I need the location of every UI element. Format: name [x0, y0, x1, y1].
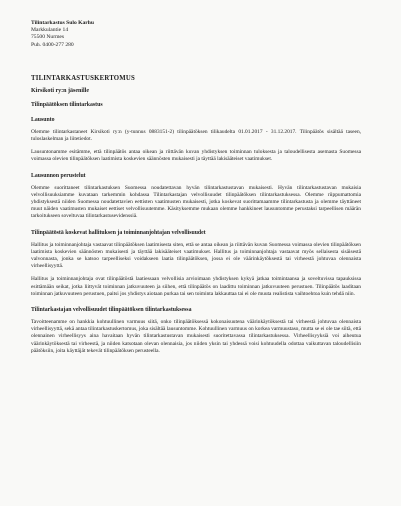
- sender-name: Tilintarkastus Sulo Karhu: [31, 20, 95, 26]
- recipient: Kirsikoti ry:n jäsenille: [31, 87, 89, 94]
- main-section-heading: Tilinpäätöksen tilintarkastus: [31, 101, 103, 108]
- section-heading: Lausunto: [31, 116, 55, 123]
- section-heading: Tilintarkastajan velvollisuudet tilinpäätöksen tilintarkastuksessa: [31, 307, 192, 314]
- document-title: TILINTARKASTUSKERTOMUS: [31, 74, 135, 82]
- paragraph: Tavoitteenamme on hankkia kohtuullinen varmuus siitä, onko tilinpäätöksessä kokonaisuutena väärinkäytöksestä tai virheestä johtuvaa olennaista virheellisyyttä, sekä antaa tilintarkastuskertomus, joka sisältää lausuntomme. Kohtuullinen varmuus on korkea varmuustaso, mutta se ei ole tae siitä, että olennainen virheellisyys aina havaitaan hyvän tilintarkastustavan mukaisesti suoritettavassa tilintarkastuksessa. Virheellisyyksiä voi aiheutua väärinkäytöksestä tai virheestä, ja niiden katsotaan olevan olennaisia, jos niiden yksin tai yhdessä voisi kohtuudella odottaa vaikuttavan taloudellisiin päätöksiin, joita käyttäjät tekevät tilinpäätöksen perusteella.: [31, 319, 361, 354]
- section-heading: Tilinpäätöstä koskevat hallituksen ja toiminnanjohtajan velvollisuudet: [31, 229, 206, 236]
- paragraph: Olemme tilintarkastaneet Kirsikoti ry:n (y-tunnus 0883151-2) tilinpäätöksen tilikaudelta 01.01.2017 - 31.12.2017. Tilinpäätös sisältää taseen, tuloslaskelman ja liitetiedot.: [31, 128, 361, 143]
- sender-address: [31, 20, 361, 49]
- paragraph: Hallitus ja toiminnanjohtaja vastaavat tilinpäätöksen laatimisesta siten, että se antaa oikean ja riittävän kuvan Suomessa voimassa olevien tilinpäätöksen laatimista koskevien säännösten mukaisesti ja täyttää lakisääteiset vaatimukset. Hallitus ja toiminnanjohtaja vastaavat myös sellaisesta sisäisestä valvonnasta, jonka se katsoo tarpeelliseksi voidakseen laatia tilinpäätöksen, jossa ei ole väärinkäytöksestä tai virheestä johtuvaa olennaista virheellisyyttä.: [31, 241, 361, 270]
- paragraph: Lausuntonamme esitämme, että tilinpäätös antaa oikean ja riittävän kuvan yhdistyksen toiminnan tuloksesta ja taloudellisesta asemasta Suomessa voimassa olevien tilinpäätöksen laatimista koskevien säännösten mukaisesti ja täyttää lakisääteiset vaatimukset.: [31, 149, 361, 163]
- section-heading: Lausunnon perustelut: [31, 172, 86, 179]
- paragraph: Olemme suorittaneet tilintarkastuksen Suomessa noudatettavan hyvän tilintarkastustavan mukaisesti. Hyvän tilintarkastustavan mukaisia velvollisuuksiamme kuvataan tarkemmin kohdassa Tilintarkastajan velvollisuudet tilinpäätöksen tilintarkastuksessa. Olemme riippumattomia yhdistyksestä niiden Suomessa noudatettavien eettisten vaatimusten mukaisesti, jotka koskevat suorittamaamme tilintarkastusta ja olemme täyttäneet muut näiden vaatimusten mukaiset eettiset velvollisuutemme. Käsityksemme mukaan olemme hankkineet lausuntomme perustaksi tarpeellisen määrän tarkoitukseen soveltuvaa tilintarkastusevidenssiä.: [31, 184, 361, 220]
- paragraph: Hallitus ja toiminnanjohtaja ovat tilinpäätöstä laatiessaan velvollisia arvioimaan yhdistyksen kykyä jatkaa toimintaansa ja soveltuvissa tapauksissa esittämään seikat, jotka liittyvät toiminnan jatkuvuuteen ja siihen, että tilinpäätös on laadittu toiminnan jatkuvuuteen perustuen. Tilinpäätös laaditaan toiminnan jatkuvuuteen perustuen, paitsi jos yhdistys aiotaan purkaa tai sen toiminta lakkauttaa tai ei ole muuta realistista vaihtoehtoa kuin tehdä niin.: [31, 276, 361, 297]
- sender-city: 75500 Nurmes: [31, 34, 65, 41]
- sender-phone: Puh. 0400-277 280: [31, 41, 74, 48]
- sender-street: Markkulantie 14: [31, 27, 69, 34]
